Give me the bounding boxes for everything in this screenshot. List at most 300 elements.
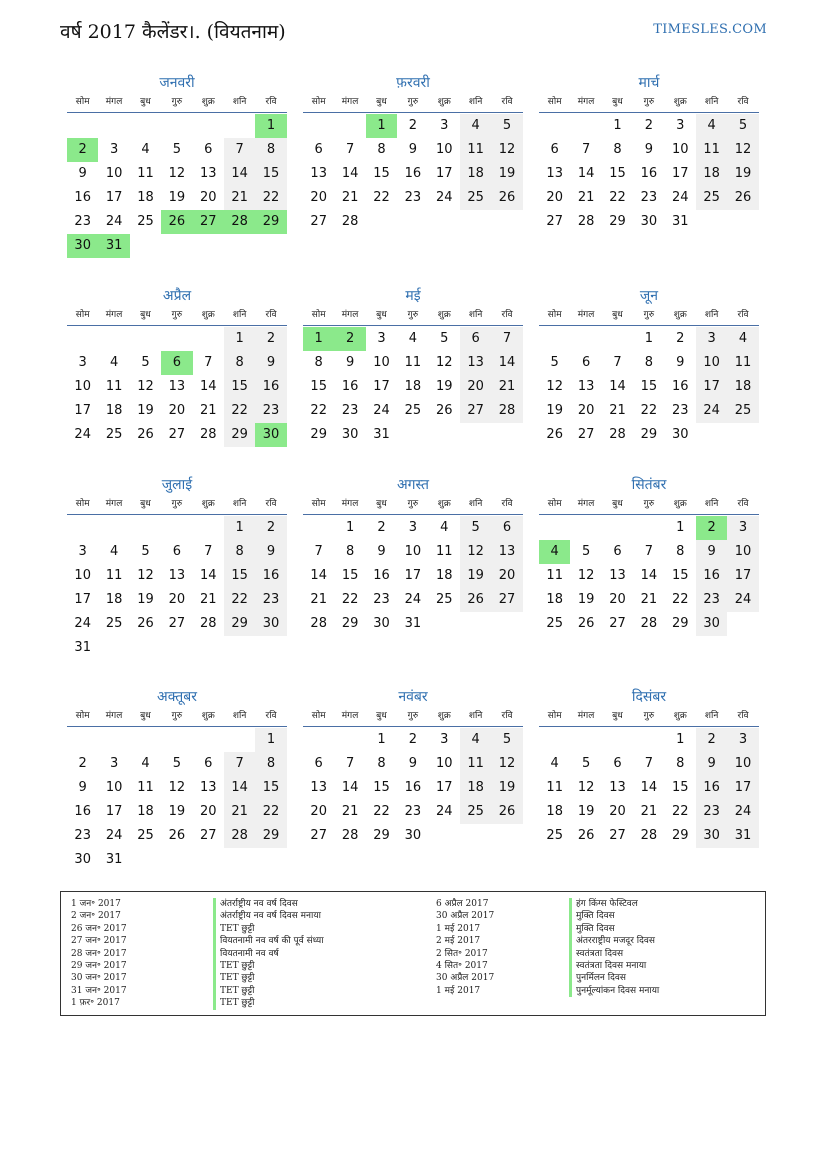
empty-cell <box>161 728 192 752</box>
legend-holiday-name: मुक्ति दिवस <box>569 910 659 922</box>
day-cell: 6 <box>204 756 213 771</box>
day-cell: 10 <box>105 166 123 181</box>
day-cell: 11 <box>105 379 123 394</box>
weekday-label: मंगल <box>105 499 123 509</box>
day-cell: 18 <box>435 568 453 583</box>
day-cell: 9 <box>255 351 286 375</box>
day-cell: 2 <box>408 732 417 747</box>
day-cell: 29 <box>224 612 255 636</box>
day-cell: 15 <box>255 776 286 800</box>
legend-holiday-name: मुक्ति दिवस <box>569 923 659 935</box>
day-cell: 30 <box>696 612 727 636</box>
day-grid <box>303 114 523 234</box>
day-cell: 17 <box>105 190 123 205</box>
legend-holiday-name: वियतनामी नव वर्ष की पूर्व संध्या <box>213 935 324 947</box>
day-cell: 6 <box>172 544 181 559</box>
weekday-label: शुक्र <box>673 711 687 721</box>
day-cell: 14 <box>577 166 595 181</box>
weekday-label: बुध <box>140 97 151 107</box>
day-cell: 20 <box>168 592 186 607</box>
legend-holiday-name: TET छुट्टी <box>213 960 324 972</box>
empty-cell <box>161 516 192 540</box>
day-grid <box>539 516 759 636</box>
day-cell: 20 <box>199 190 217 205</box>
legend-date: 6 अप्रैल 2017 <box>436 899 489 909</box>
weekday-label: शुक्र <box>201 97 215 107</box>
day-grid <box>539 728 759 848</box>
legend-holiday-name: स्वतंत्रता दिवस <box>569 948 659 960</box>
month-name: मई <box>405 288 421 304</box>
day-cell: 26 <box>460 588 491 612</box>
weekday-label: गुरु <box>643 711 655 721</box>
day-cell: 17 <box>671 166 689 181</box>
day-cell: 11 <box>546 780 563 795</box>
day-cell: 9 <box>696 752 727 776</box>
day-cell: 31 <box>74 640 91 655</box>
weekday-label: सोम <box>547 310 562 320</box>
day-cell: 5 <box>172 756 181 771</box>
weekday-label: बुध <box>376 499 387 509</box>
weekday-label: शनि <box>704 711 719 721</box>
month-name: अक्तूबर <box>157 689 197 705</box>
day-cell: 10 <box>74 379 91 394</box>
day-cell: 21 <box>199 592 217 607</box>
day-cell: 13 <box>168 568 186 583</box>
day-cell: 15 <box>373 780 390 795</box>
day-grid <box>539 114 759 234</box>
weekday-label: रवि <box>501 97 513 107</box>
day-cell: 5 <box>550 355 559 370</box>
day-cell: 9 <box>696 540 727 564</box>
day-cell: 25 <box>435 592 453 607</box>
day-cell: 16 <box>404 166 422 181</box>
legend-holiday-name: हंग किंग्स फेस्टिवल <box>569 898 659 910</box>
day-cell: 15 <box>255 162 286 186</box>
day-cell: 14 <box>224 776 255 800</box>
day-cell: 31 <box>373 427 390 442</box>
day-cell: 3 <box>696 327 727 351</box>
empty-cell <box>539 516 570 540</box>
weekday-label: गुरु <box>643 310 655 320</box>
day-cell: 5 <box>460 516 491 540</box>
day-cell: 8 <box>314 355 323 370</box>
month-block <box>539 474 759 636</box>
day-cell: 25 <box>460 186 491 210</box>
empty-cell <box>303 516 334 540</box>
day-cell: 16 <box>696 564 727 588</box>
day-cell: 11 <box>546 568 563 583</box>
day-cell: 8 <box>377 756 386 771</box>
day-cell: 15 <box>341 568 359 583</box>
weekday-label: बुध <box>376 310 387 320</box>
day-cell: 2 <box>377 520 386 535</box>
day-cell: 21 <box>341 804 359 819</box>
day-cell: 24 <box>727 800 758 824</box>
day-cell: 16 <box>255 564 286 588</box>
day-cell: 3 <box>676 118 685 133</box>
legend-holiday-name: वियतनामी नव वर्ष <box>213 948 324 960</box>
weekday-label: शनि <box>704 499 719 509</box>
day-grid <box>67 114 287 258</box>
day-cell: 1 <box>345 520 355 535</box>
day-cell: 29 <box>224 423 255 447</box>
month-block <box>67 686 287 872</box>
day-cell: 5 <box>491 114 522 138</box>
weekday-header <box>67 307 287 326</box>
day-cell: 11 <box>404 355 422 370</box>
day-cell: 24 <box>373 403 390 418</box>
day-cell: 2 <box>408 118 417 133</box>
weekday-label: शनि <box>232 97 247 107</box>
weekday-header <box>67 496 287 515</box>
day-cell: 20 <box>460 375 491 399</box>
legend-holiday-name: अंतर्राष्ट्रीय नव वर्ष दिवस <box>213 898 324 910</box>
legend-date: 1 जन॰ 2017 <box>71 899 121 909</box>
day-cell: 9 <box>255 540 286 564</box>
day-cell: 13 <box>199 780 217 795</box>
day-cell: 30 <box>255 423 286 447</box>
day-cell: 27 <box>609 828 626 843</box>
day-cell: 25 <box>546 616 563 631</box>
empty-cell <box>334 728 365 752</box>
day-cell: 6 <box>491 516 522 540</box>
weekday-label: मंगल <box>341 499 359 509</box>
day-cell: 5 <box>727 114 758 138</box>
day-cell: 1 <box>255 114 286 138</box>
day-cell: 1 <box>613 118 622 133</box>
legend-holiday-name: TET छुट्टी <box>213 985 324 997</box>
day-cell: 12 <box>727 138 758 162</box>
day-grid <box>539 327 759 447</box>
day-cell: 5 <box>581 756 591 771</box>
weekday-label: मंगल <box>577 499 595 509</box>
day-cell: 22 <box>341 592 359 607</box>
day-cell: 18 <box>696 162 727 186</box>
weekday-label: शनि <box>468 310 483 320</box>
day-cell: 29 <box>310 427 327 442</box>
day-cell: 21 <box>577 190 595 205</box>
weekday-label: गुरु <box>407 310 419 320</box>
weekday-label: शनि <box>704 97 719 107</box>
legend-date: 2 जन॰ 2017 <box>71 911 121 922</box>
day-cell: 16 <box>74 804 91 819</box>
month-block <box>67 474 287 660</box>
day-cell: 7 <box>314 544 323 559</box>
empty-cell <box>98 728 129 752</box>
day-cell: 2 <box>644 118 653 133</box>
weekday-header <box>303 94 523 113</box>
day-cell: 19 <box>546 403 563 418</box>
day-cell: 1 <box>224 516 255 540</box>
day-cell: 3 <box>440 732 449 747</box>
weekday-label: रवि <box>501 499 513 509</box>
weekday-label: बुध <box>376 97 387 107</box>
weekday-label: सोम <box>547 711 562 721</box>
day-cell: 20 <box>491 564 522 588</box>
day-cell: 17 <box>105 804 123 819</box>
day-cell: 18 <box>460 162 491 186</box>
empty-cell <box>539 114 570 138</box>
day-cell: 28 <box>640 828 658 843</box>
empty-cell <box>161 114 192 138</box>
day-cell: 6 <box>613 544 622 559</box>
day-cell: 26 <box>546 427 563 442</box>
day-cell: 10 <box>373 355 390 370</box>
legend-date: 30 अप्रैल 2017 <box>436 973 495 984</box>
day-cell: 20 <box>609 592 626 607</box>
day-cell: 20 <box>609 804 626 819</box>
day-cell: 16 <box>404 780 422 795</box>
day-cell: 16 <box>671 379 689 394</box>
day-cell: 1 <box>676 732 685 747</box>
day-cell: 23 <box>255 588 286 612</box>
day-cell: 4 <box>460 114 491 138</box>
weekday-header <box>539 307 759 326</box>
day-cell: 4 <box>109 544 119 559</box>
day-cell: 13 <box>168 379 186 394</box>
day-cell: 26 <box>577 828 595 843</box>
day-cell: 27 <box>168 427 186 442</box>
day-cell: 14 <box>341 780 359 795</box>
day-cell: 8 <box>644 355 653 370</box>
empty-cell <box>67 114 98 138</box>
legend-holiday-name: TET छुट्टी <box>213 923 324 935</box>
day-cell: 24 <box>404 592 422 607</box>
weekday-header <box>539 94 759 113</box>
empty-cell <box>570 327 601 351</box>
day-cell: 8 <box>613 142 622 157</box>
day-cell: 5 <box>440 331 449 346</box>
day-cell: 3 <box>109 142 119 157</box>
day-cell: 6 <box>204 142 213 157</box>
day-grid <box>67 728 287 872</box>
weekday-label: शुक्र <box>437 711 451 721</box>
legend-date: 28 जन॰ 2017 <box>71 948 127 959</box>
month-block <box>539 285 759 447</box>
day-cell: 19 <box>435 379 453 394</box>
day-cell: 13 <box>491 540 522 564</box>
day-cell: 27 <box>609 616 626 631</box>
day-cell: 2 <box>255 327 286 351</box>
day-cell: 6 <box>314 756 323 771</box>
weekday-label: शनि <box>704 310 719 320</box>
day-cell: 2 <box>676 331 685 346</box>
day-cell: 4 <box>109 355 119 370</box>
empty-cell <box>130 114 161 138</box>
day-cell: 17 <box>74 403 91 418</box>
day-cell: 29 <box>609 214 626 229</box>
weekday-label: गुरु <box>171 499 183 509</box>
day-cell: 30 <box>74 852 91 867</box>
day-cell: 28 <box>341 214 359 229</box>
day-cell: 1 <box>377 732 386 747</box>
day-cell: 4 <box>696 114 727 138</box>
weekday-label: बुध <box>612 97 623 107</box>
empty-cell <box>602 327 633 351</box>
weekday-header <box>303 307 523 326</box>
empty-cell <box>602 516 633 540</box>
weekday-header <box>303 708 523 727</box>
day-cell: 22 <box>224 399 255 423</box>
day-cell: 28 <box>310 616 327 631</box>
weekday-label: सोम <box>311 97 326 107</box>
weekday-label: मंगल <box>341 97 359 107</box>
day-cell: 11 <box>435 544 453 559</box>
empty-cell <box>602 728 633 752</box>
day-grid <box>67 327 287 447</box>
weekday-label: मंगल <box>105 711 123 721</box>
day-cell: 4 <box>550 756 559 771</box>
weekday-label: बुध <box>140 499 151 509</box>
weekday-label: बुध <box>140 310 151 320</box>
day-cell: 18 <box>546 592 563 607</box>
weekday-label: बुध <box>612 310 623 320</box>
day-cell: 31 <box>727 824 758 848</box>
day-cell: 12 <box>137 568 154 583</box>
day-cell: 4 <box>408 331 417 346</box>
day-cell: 18 <box>404 379 422 394</box>
weekday-label: गुरु <box>171 97 183 107</box>
legend-holiday-name: अंतर्राष्ट्रीय नव वर्ष दिवस मनाया <box>213 910 324 922</box>
day-cell: 24 <box>435 804 453 819</box>
day-cell: 23 <box>696 800 727 824</box>
day-cell: 13 <box>609 568 626 583</box>
day-cell: 12 <box>491 752 522 776</box>
legend-holiday-name: स्वतंत्रता दिवस मनाया <box>569 960 659 972</box>
day-cell: 14 <box>640 568 658 583</box>
month-name: दिसंबर <box>631 689 667 705</box>
day-cell: 13 <box>609 780 626 795</box>
day-cell: 25 <box>460 800 491 824</box>
day-cell: 15 <box>224 564 255 588</box>
day-cell: 28 <box>224 210 255 234</box>
day-cell: 19 <box>137 592 154 607</box>
day-cell: 23 <box>671 403 689 418</box>
month-block <box>303 474 523 636</box>
empty-cell <box>633 516 664 540</box>
day-cell: 12 <box>168 780 186 795</box>
day-cell: 7 <box>345 142 355 157</box>
day-cell: 26 <box>435 403 453 418</box>
weekday-label: रवि <box>737 499 749 509</box>
day-cell: 11 <box>137 166 154 181</box>
weekday-label: गुरु <box>407 711 419 721</box>
day-cell: 22 <box>671 592 689 607</box>
day-grid <box>303 728 523 848</box>
day-cell: 21 <box>640 592 658 607</box>
legend-names-2 <box>569 898 659 997</box>
day-cell: 15 <box>671 780 689 795</box>
day-cell: 14 <box>609 379 626 394</box>
day-cell: 4 <box>460 728 491 752</box>
day-cell: 4 <box>539 540 570 564</box>
legend-date: 1 मई 2017 <box>436 923 481 934</box>
day-cell: 21 <box>199 403 217 418</box>
day-cell: 12 <box>491 138 522 162</box>
day-cell: 29 <box>255 824 286 848</box>
month-block <box>539 686 759 848</box>
day-cell: 22 <box>671 804 689 819</box>
day-cell: 28 <box>640 616 658 631</box>
day-cell: 20 <box>310 190 327 205</box>
day-cell: 10 <box>105 780 123 795</box>
weekday-label: सोम <box>311 711 326 721</box>
empty-cell <box>193 327 224 351</box>
weekday-label: शुक्र <box>673 499 687 509</box>
day-cell: 24 <box>105 214 123 229</box>
day-cell: 20 <box>168 403 186 418</box>
weekday-label: सोम <box>547 97 562 107</box>
day-cell: 7 <box>224 138 255 162</box>
weekday-label: गुरु <box>171 711 183 721</box>
day-grid <box>303 327 523 447</box>
weekday-label: शनि <box>232 499 247 509</box>
site-brand-link[interactable]: TIMESLES.COM <box>653 22 767 37</box>
day-cell: 24 <box>727 588 758 612</box>
month-block <box>539 72 759 234</box>
day-cell: 22 <box>609 190 626 205</box>
legend-date: 2 सित॰ 2017 <box>436 948 488 959</box>
day-cell: 14 <box>199 379 217 394</box>
day-cell: 30 <box>67 234 98 258</box>
weekday-label: बुध <box>612 499 623 509</box>
day-cell: 4 <box>440 520 449 535</box>
day-cell: 26 <box>577 616 595 631</box>
legend-holiday-name: पुनर्मिलन दिवस <box>569 972 659 984</box>
weekday-label: सोम <box>311 310 326 320</box>
day-cell: 20 <box>199 804 217 819</box>
day-cell: 23 <box>404 804 422 819</box>
day-cell: 5 <box>581 544 591 559</box>
day-cell: 8 <box>676 544 685 559</box>
legend-dates-1 <box>71 898 127 1010</box>
day-cell: 5 <box>172 142 181 157</box>
day-cell: 29 <box>671 828 689 843</box>
day-cell: 6 <box>613 756 622 771</box>
day-cell: 1 <box>644 331 653 346</box>
month-name: जुलाई <box>161 477 193 493</box>
day-cell: 8 <box>224 540 255 564</box>
month-name: सितंबर <box>631 477 667 493</box>
day-cell: 19 <box>727 162 758 186</box>
weekday-label: सोम <box>547 499 562 509</box>
day-cell: 7 <box>224 752 255 776</box>
day-cell: 13 <box>546 166 563 181</box>
day-cell: 18 <box>105 592 123 607</box>
empty-cell <box>539 728 570 752</box>
weekday-label: मंगल <box>341 711 359 721</box>
weekday-label: शुक्र <box>201 310 215 320</box>
day-cell: 31 <box>671 214 689 229</box>
day-cell: 12 <box>577 568 595 583</box>
day-cell: 23 <box>74 214 91 229</box>
empty-cell <box>303 728 334 752</box>
day-cell: 27 <box>460 399 491 423</box>
day-cell: 22 <box>224 588 255 612</box>
empty-cell <box>98 327 129 351</box>
day-cell: 9 <box>345 355 355 370</box>
day-cell: 15 <box>640 379 658 394</box>
legend-date: 31 जन॰ 2017 <box>71 985 127 996</box>
day-cell: 10 <box>696 351 727 375</box>
day-cell: 3 <box>440 118 449 133</box>
day-cell: 10 <box>727 540 758 564</box>
day-cell: 8 <box>224 351 255 375</box>
weekday-label: मंगल <box>105 97 123 107</box>
day-cell: 14 <box>640 780 658 795</box>
empty-cell <box>67 327 98 351</box>
day-cell: 5 <box>491 728 522 752</box>
